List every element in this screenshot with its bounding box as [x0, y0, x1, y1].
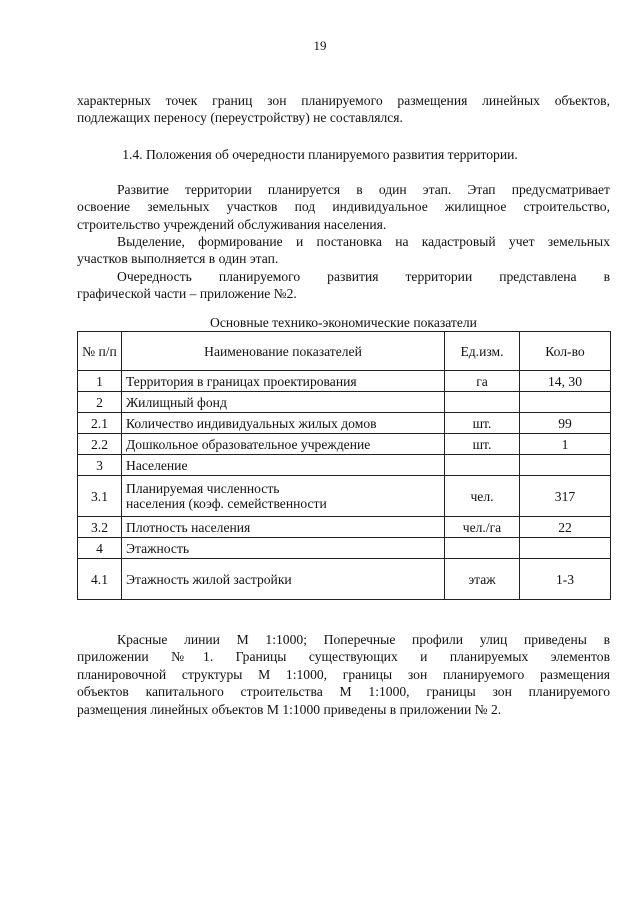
paragraph-stage — [77, 181, 610, 233]
text-line: приложении №1. Границы существующих и планируемых элементов — [77, 649, 610, 665]
text-line: освоение земельных участков под индивидуальное жилищное строительство, — [77, 199, 610, 215]
cell-unit: шт. — [445, 413, 520, 434]
cell-name: Жилищный фонд — [122, 392, 445, 413]
table-row — [78, 392, 611, 413]
table-row — [78, 559, 611, 600]
cell-name: Дошкольное образовательное учреждение — [122, 434, 445, 455]
cell-num: 3 — [78, 455, 122, 476]
cell-name-line: населения (коэф. семейственности — [126, 496, 327, 511]
text-line: Красные линии М 1:1000; Поперечные профили улиц приведены в — [117, 632, 610, 647]
cell-qty — [520, 392, 611, 413]
cell-qty: 22 — [520, 517, 611, 538]
header-unit: Ед.изм. — [445, 332, 520, 371]
cell-num: 3.1 — [78, 476, 122, 517]
header-num: № п/п — [78, 332, 122, 371]
table-row — [78, 434, 611, 455]
cell-name: Этажность жилой застройки — [122, 559, 445, 600]
cell-name — [122, 476, 445, 517]
text-line: объектов капитального строительства М 1:1000, границы зон планируемого — [77, 684, 610, 700]
text-line: участков выполняется в один этап. — [77, 251, 279, 267]
cell-unit: чел. — [445, 476, 520, 517]
cell-unit — [445, 455, 520, 476]
cell-qty: 14, 30 — [520, 371, 611, 392]
cell-unit: этаж — [445, 559, 520, 600]
cell-num: 2.1 — [78, 413, 122, 434]
cell-num: 3.2 — [78, 517, 122, 538]
text-line: Развитие территории планируется в один этап. Этап предусматривает — [117, 182, 610, 197]
table-header-row — [78, 332, 611, 371]
cell-name: Плотность населения — [122, 517, 445, 538]
table-row — [78, 413, 611, 434]
cell-num: 4 — [78, 538, 122, 559]
cell-num: 1 — [78, 371, 122, 392]
cell-qty: 1 — [520, 434, 611, 455]
text-line: Очередность планируемого развития территории представлена в — [117, 269, 610, 284]
header-name: Наименование показателей — [122, 332, 445, 371]
section-heading: 1.4. Положения об очередности планируемого развития территории. — [122, 147, 518, 162]
text-line: планировочной структуры М 1:1000, границы зон планируемого размещения — [77, 666, 610, 682]
text-line: подлежащих переносу (переустройству) не составлялся. — [77, 110, 403, 126]
cell-qty: 99 — [520, 413, 611, 434]
table-row — [78, 476, 611, 517]
cell-num: 4.1 — [78, 559, 122, 600]
text-line: графической части – приложение №2. — [77, 286, 297, 302]
cell-name: Население — [122, 455, 445, 476]
cell-unit — [445, 392, 520, 413]
table-row — [78, 538, 611, 559]
table-caption: Основные технико-экономические показатели — [210, 315, 477, 330]
indicators-table — [77, 331, 611, 600]
text-line: характерных точек границ зон планируемого размещения линейных объектов, — [77, 93, 610, 108]
table-row — [78, 517, 611, 538]
cell-name: Этажность — [122, 538, 445, 559]
cell-unit — [445, 538, 520, 559]
cell-name: Территория в границах проектирования — [122, 371, 445, 392]
text-line: Выделение, формирование и постановка на кадастровый учет земельных — [117, 234, 610, 249]
table-row — [78, 455, 611, 476]
table-row — [78, 371, 611, 392]
cell-qty: 1-3 — [520, 559, 611, 600]
paragraph-order — [77, 268, 610, 303]
paragraph-top — [77, 92, 610, 127]
cell-name-line: Планируемая численность — [126, 481, 280, 496]
text-line: размещения линейных объектов М 1:1000 приведены в приложении № 2. — [77, 701, 502, 717]
paragraph-bottom — [77, 631, 610, 718]
cell-unit: га — [445, 371, 520, 392]
cell-name: Количество индивидуальных жилых домов — [122, 413, 445, 434]
text-line: строительство учреждений обслуживания населения. — [77, 216, 387, 232]
cell-num: 2.2 — [78, 434, 122, 455]
cell-qty — [520, 455, 611, 476]
cell-unit: шт. — [445, 434, 520, 455]
header-qty: Кол-во — [520, 332, 611, 371]
cell-unit: чел./га — [445, 517, 520, 538]
paragraph-allocation — [77, 233, 610, 268]
cell-qty: 317 — [520, 476, 611, 517]
page-number: 19 — [313, 38, 327, 53]
cell-qty — [520, 538, 611, 559]
cell-num: 2 — [78, 392, 122, 413]
